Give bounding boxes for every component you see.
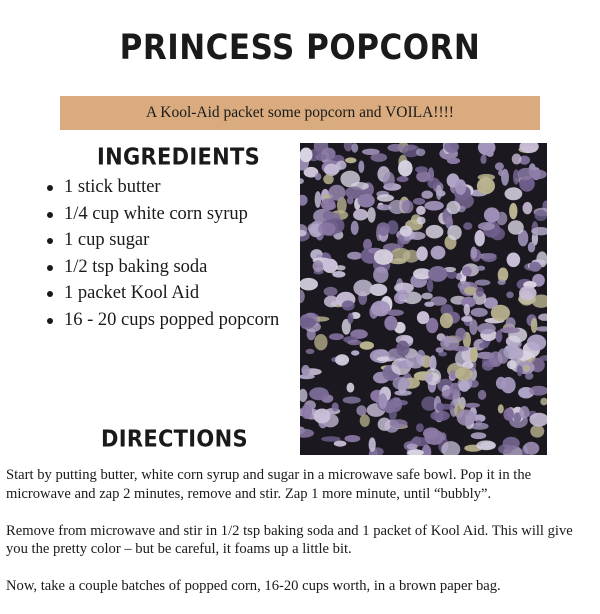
tagline-text: A Kool-Aid packet some popcorn and VOILA!!!!: [146, 104, 454, 121]
ingredient-item: 1/4 cup white corn syrup: [64, 201, 289, 228]
ingredient-item: 1 packet Kool Aid: [64, 280, 289, 307]
ingredients-heading: INGREDIENTS: [97, 143, 261, 171]
purple-popcorn-photo: [300, 143, 547, 455]
ingredient-item: 1 cup sugar: [64, 227, 289, 254]
direction-step: Remove from microwave and stir in 1/2 tsp baking soda and 1 packet of Kool Aid. This will give you the pretty color – but be careful, it foams up a little bit.: [6, 522, 573, 557]
tagline-banner: [60, 96, 540, 130]
ingredients-list: [40, 174, 289, 333]
direction-step: Now, take a couple batches of popped corn, 16-20 cups worth, in a brown paper bag.: [6, 578, 501, 594]
direction-step: Start by putting butter, white corn syrup and sugar in a microwave safe bowl. Pop it in the microwave and zap 2 minutes, remove and stir. Zap 1 more minute, until “bubbly”.: [6, 467, 532, 502]
directions-text: [6, 466, 598, 614]
popcorn-image: [300, 143, 547, 455]
ingredient-item: 1/2 tsp baking soda: [64, 254, 289, 281]
ingredient-item: 1 stick butter: [64, 174, 289, 201]
recipe-title: PRINCESS POPCORN: [119, 27, 481, 69]
ingredient-item: 16 - 20 cups popped popcorn: [64, 307, 289, 334]
directions-heading: DIRECTIONS: [101, 425, 248, 453]
